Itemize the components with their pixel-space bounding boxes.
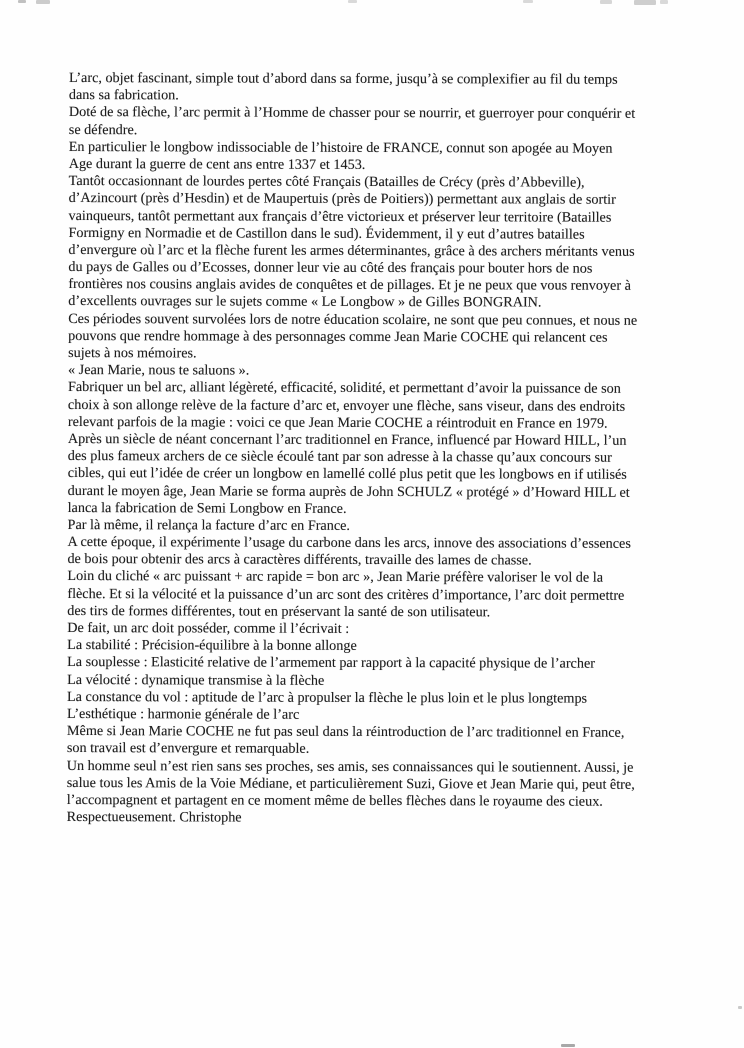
text-line: de bois pour obtenir des arcs à caractères différents, travaille des lames de chasse. xyxy=(67,551,532,569)
text-line: Loin du cliché « arc puissant + arc rapide = bon arc », Jean Marie préfère valoriser le vol de la xyxy=(67,568,604,587)
text-line: A cette époque, il expérimente l’usage du carbone dans les arcs, innove des associations d’essences xyxy=(67,534,631,552)
scan-artifact-mark xyxy=(634,0,656,5)
scan-artifact-mark xyxy=(561,1044,575,1047)
text-line: dans sa fabrication. xyxy=(68,87,179,104)
scan-artifact-mark xyxy=(660,0,668,4)
text-line: pouvons que rendre hommage à des personnages comme Jean Marie COCHE qui relancent ces xyxy=(68,327,608,346)
text-line: Respectueusement. Christophe xyxy=(66,809,242,826)
text-line: La vélocité : dynamique transmise à la flèche xyxy=(67,671,325,689)
text-line: vainqueurs, tantôt permettant aux français d’être victorieux et préserver leur territoire (Batailles xyxy=(68,207,612,226)
text-line: lanca la fabrication de Semi Longbow en France. xyxy=(67,499,347,517)
scan-artifact-mark xyxy=(348,0,357,3)
text-line: son travail est d’envergure et remarquable. xyxy=(66,740,310,758)
text-line: « Jean Marie, nous te saluons ». xyxy=(68,362,250,379)
text-line: cibles, qui eut l’idée de créer un longbow en lamellé collé plus petit que les longbows en if utilisés xyxy=(67,465,627,484)
text-line: Même si Jean Marie COCHE ne fut pas seul dans la réintroduction de l’arc traditionnel en France, xyxy=(66,723,625,741)
text-line: Ces périodes souvent survolées lors de notre éducation scolaire, ne sont que peu connues, et nous ne xyxy=(68,310,638,329)
text-line: Un homme seul n’est rien sans ses proches, ses amis, ses connaissances qui le soutiennent. Aussi, je xyxy=(66,757,634,776)
text-line: relevant parfois de la magie : voici ce que Jean Marie COCHE a réintroduit en France en 1979. xyxy=(67,413,608,432)
text-line: Age durant la guerre de cent ans entre 1337 et 1453. xyxy=(68,155,366,173)
text-line: L’arc, objet fascinant, simple tout d’abord dans sa forme, jusqu’à se complexifier au fil du temps xyxy=(68,70,618,88)
text-line: L’esthétique : harmonie générale de l’arc xyxy=(66,705,300,723)
text-line: frontières nos cousins anglais avides de conquêtes et de pillages. Et je ne peux que vous renvoyer à xyxy=(68,276,631,295)
text-line: d’excellents ouvrages sur le sujets comme « Le Longbow » de Gilles BONGRAIN. xyxy=(68,293,542,311)
text-line: l’accompagnent et partagent en ce moment même de belles flèches dans le royaume des cieux. xyxy=(66,791,603,810)
text-line: salue tous les Amis de la Voie Médiane, et particulièrement Suzi, Giove et Jean Marie qui, peut être, xyxy=(66,774,635,793)
scan-artifact-mark xyxy=(18,0,26,3)
page-text xyxy=(67,70,683,828)
text-line: flèche. Et si la vélocité et la puissance d’un arc sont des critères d’importance, l’arc doit permettre xyxy=(67,585,625,604)
text-line: du pays de Galles ou d’Ecosses, donner leur vie au côté des français pour bouter hors de nos xyxy=(68,259,593,277)
text-line: des tirs de formes différentes, tout en préservant la santé de son utilisateur. xyxy=(67,602,491,621)
text-line: Fabriquer un bel arc, alliant légèreté, efficacité, solidité, et permettant d’avoir la puissance de son xyxy=(67,379,621,398)
text-line: durant le moyen âge, Jean Marie se forma auprès de John SCHULZ « protégé » d’Howard HILL et xyxy=(67,482,630,501)
text-line: La souplesse : Elasticité relative de l’armement par rapport à la capacité physique de l’archer xyxy=(67,654,596,673)
text-line: Après un siècle de néant concernant l’arc traditionnel en France, influencé par Howard HILL, l’un xyxy=(67,430,627,449)
text-line: d’Azincourt (près d’Hesdin) et de Maupertuis (près de Poitiers)) permettant aux anglais de sortir xyxy=(68,190,616,209)
text-line: Formigny en Normadie et de Castillon dans le sud). Évidemment, il y eut d’autres batailles xyxy=(68,224,585,243)
text-line: Doté de sa flèche, l’arc permit à l’Homme de chasser pour se nourrir, et guerroyer pour conquérir et xyxy=(68,104,636,123)
scan-artifact-mark xyxy=(600,0,612,4)
scan-artifact-mark xyxy=(523,0,533,3)
text-line: De fait, un arc doit posséder, comme il l’écrivait : xyxy=(67,619,350,637)
text-line: se défendre. xyxy=(68,121,138,138)
text-line: Tantôt occasionnant de lourdes pertes côté Français (Batailles de Crécy (près d’Abbeville), xyxy=(68,173,585,191)
text-line: des plus fameux archers de ce siècle écoulé tant par son adresse à la chasse qu’aux concours sur xyxy=(67,448,612,466)
text-line: choix à son allonge relève de la facture d’arc et, envoyer une flèche, sans viseur, dans des endroits xyxy=(67,396,626,415)
text-line: d’envergure où l’arc et la flèche furent les armes déterminantes, grâce à des archers méritants venus xyxy=(68,241,635,260)
text-line: En particulier le longbow indissociable de l’histoire de FRANCE, connut son apogée au Moyen xyxy=(68,138,613,157)
scan-artifact-mark xyxy=(36,0,50,4)
scan-artifact-mark xyxy=(738,1006,742,1009)
text-line: La constance du vol : aptitude de l’arc à propulser la flèche le plus loin et le plus longtemps xyxy=(67,688,588,707)
text-line: La stabilité : Précision-équilibre à la bonne allonge xyxy=(67,637,357,655)
text-line: sujets à nos mémoires. xyxy=(68,344,197,362)
text-line: Par là même, il relança la facture d’arc en France. xyxy=(67,516,351,534)
